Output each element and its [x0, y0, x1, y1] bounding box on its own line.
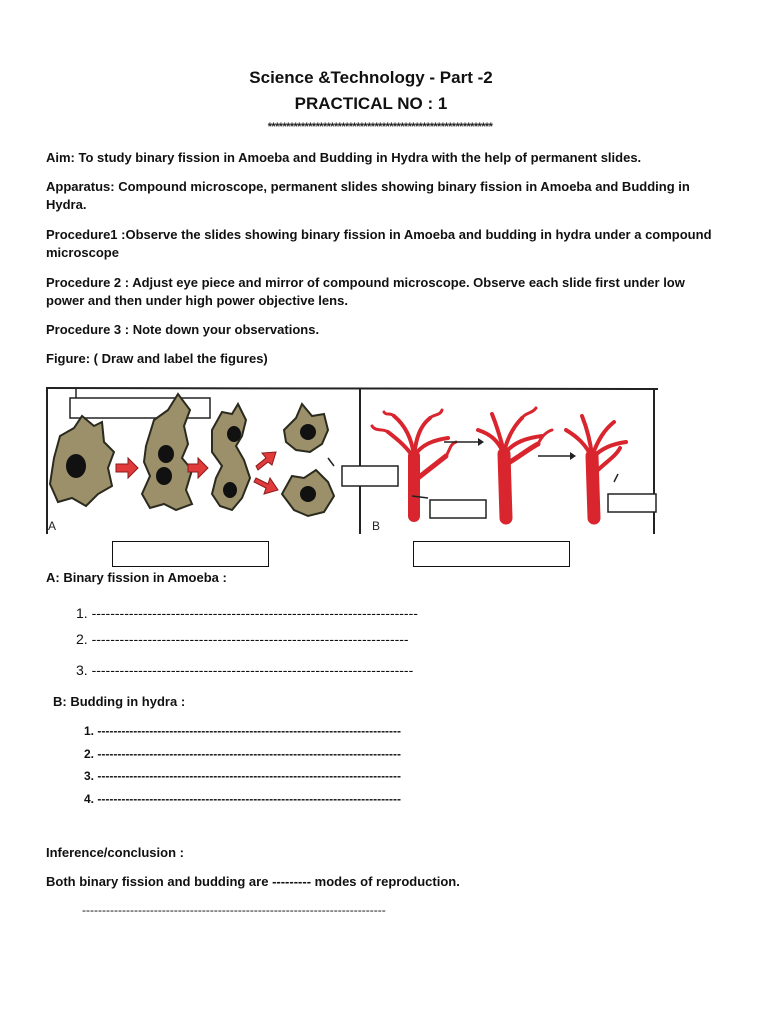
- label-box-b[interactable]: [413, 541, 570, 567]
- conclusion-blank-line[interactable]: ----------------------------------------------------------------------------: [82, 903, 386, 917]
- answer-line-b3[interactable]: 3. ----------------------------------------------------------------------------: [84, 769, 402, 783]
- label-box-hydra-bottom: [430, 500, 486, 518]
- answer-line-b2[interactable]: 2. ----------------------------------------------------------------------------: [84, 747, 402, 761]
- figure-caption: Figure: ( Draw and label the figures): [46, 351, 268, 366]
- procedure-3-text: Procedure 3 : Note down your observations.: [46, 322, 320, 337]
- panel-a-letter: A: [48, 519, 57, 533]
- hydra-2: [478, 408, 552, 518]
- answer-line-a2[interactable]: 2. --------------------------------------------------------------------: [76, 631, 409, 647]
- red-arrow-up: [256, 452, 276, 470]
- aim-text: Aim: To study binary fission in Amoeba and Budding in Hydra with the help of permanent slides.: [46, 150, 642, 165]
- section-a-heading: A: Binary fission in Amoeba :: [46, 570, 227, 585]
- conclusion-heading: Inference/conclusion :: [46, 845, 184, 860]
- separator-stars: *************************************************************: [267, 121, 493, 133]
- procedure-2-text: Procedure 2 : Adjust eye piece and mirror of compound microscope. Observe each slide first under low power and then under high power objective lens.: [46, 275, 685, 308]
- section-b-heading: B: Budding in hydra :: [53, 694, 186, 709]
- daughter-amoeba-bottom: [282, 470, 334, 516]
- daughter-amoeba-top: [284, 404, 328, 452]
- amoeba-cell-1: [50, 416, 114, 506]
- amoeba-cell-3: [212, 404, 250, 510]
- practical-number: PRACTICAL NO : 1: [294, 94, 448, 113]
- reproduction-figure: [46, 386, 658, 534]
- answer-line-a3[interactable]: 3. ---------------------------------------------------------------------: [76, 662, 414, 678]
- answer-line-b4[interactable]: 4. ----------------------------------------------------------------------------: [84, 792, 402, 806]
- apparatus-text: Apparatus: Compound microscope, permanent slides showing binary fission in Amoeba and Budding in Hydra.: [46, 179, 690, 212]
- page-title: Science &Technology - Part -2: [249, 68, 493, 87]
- red-arrow-1: [116, 458, 138, 478]
- panel-b-letter: B: [372, 519, 381, 533]
- answer-line-a1[interactable]: 1. ----------------------------------------------------------------------: [76, 605, 418, 621]
- red-arrow-down: [254, 478, 278, 494]
- conclusion-text: Both binary fission and budding are --------- modes of reproduction.: [46, 874, 460, 889]
- procedure-1-text: Procedure1 :Observe the slides showing binary fission in Amoeba and budding in hydra under a compound microscope: [46, 227, 712, 260]
- label-box-a[interactable]: [112, 541, 269, 567]
- label-box-hydra-left: [342, 466, 398, 486]
- answer-line-b1[interactable]: 1. ----------------------------------------------------------------------------: [84, 724, 402, 738]
- label-box-hydra-right: [608, 494, 656, 512]
